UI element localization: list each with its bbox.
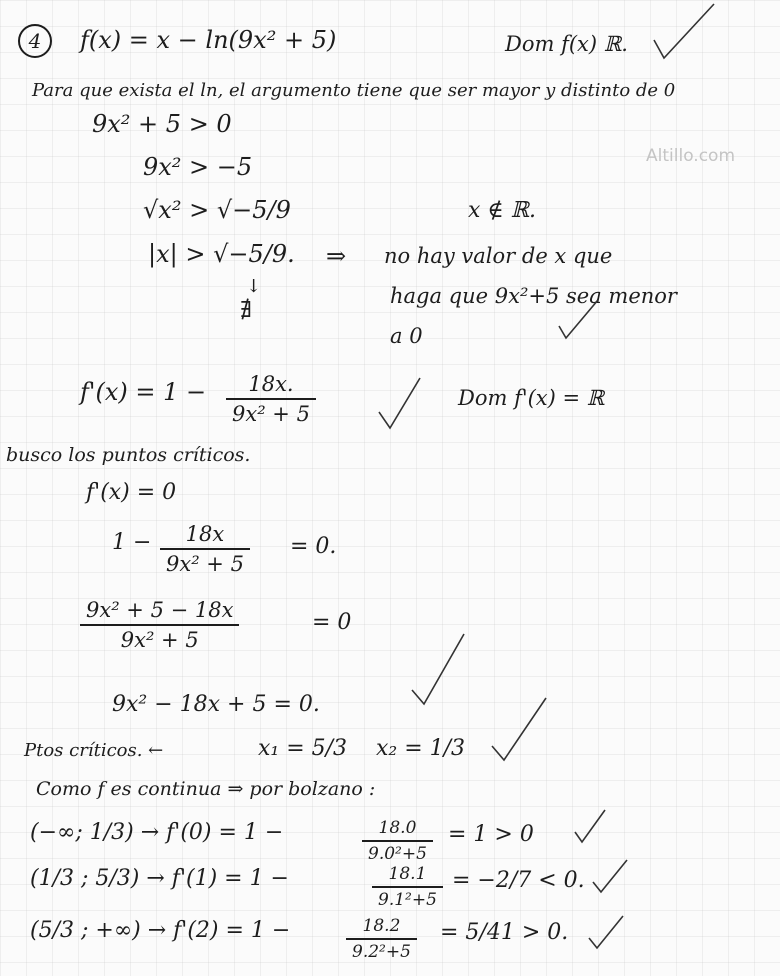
check-mark-icon: [586, 912, 626, 952]
interval-2-fraction: [372, 864, 443, 910]
interval-3-denominator: 9.2²+5: [346, 938, 417, 962]
derivative-lhs: f'(x) = 1 −: [80, 378, 207, 406]
equation-2-denominator: 9x² + 5: [160, 548, 250, 576]
check-mark-icon: [590, 856, 630, 896]
conclusion-arrow: ⇒: [326, 242, 347, 270]
derivative-fraction: [226, 372, 316, 426]
equation-1: f'(x) = 0: [86, 480, 177, 505]
interval-2-numerator: 18.1: [388, 864, 427, 884]
critical-point-x2: x₂ = 1/3: [376, 736, 466, 761]
watermark: Altillo.com: [646, 146, 736, 166]
check-mark-icon: [408, 628, 468, 708]
interval-1-fraction: [362, 818, 433, 864]
equation-3-rhs: = 0: [312, 610, 352, 635]
equation-3-numerator: 9x² + 5 − 18x: [86, 598, 234, 622]
interval-2: (1/3 ; 5/3) → f'(1) = 1 −: [30, 866, 289, 891]
equation-3-fraction: [80, 598, 239, 652]
explanation-line-1: no hay valor de x que: [384, 244, 613, 268]
down-arrow: ↓: [246, 276, 262, 297]
inequality-2: 9x² > −5: [143, 153, 253, 181]
derivative-numerator: 18x.: [248, 372, 294, 396]
critical-points-heading: busco los puntos críticos.: [6, 444, 251, 466]
inequality-4: |x| > √−5/9.: [148, 240, 295, 268]
critical-point-x1: x₁ = 5/3: [258, 736, 348, 761]
check-mark-icon: [376, 372, 424, 432]
bolzano-text: Como f es continua ⇒ por bolzano :: [36, 778, 376, 800]
interval-1-result: = 1 > 0: [448, 822, 534, 847]
check-mark-icon: [650, 0, 720, 64]
equation-2-rhs: = 0.: [290, 534, 337, 559]
inequality-1: 9x² + 5 > 0: [92, 110, 232, 138]
interval-2-result: = −2/7 < 0.: [452, 868, 585, 893]
function-definition: f(x) = x − ln(9x² + 5): [80, 26, 337, 54]
interval-2-denominator: 9.1²+5: [372, 886, 443, 910]
interval-3: (5/3 ; +∞) → f'(2) = 1 −: [30, 918, 291, 943]
problem-number: 4: [18, 24, 52, 58]
equation-2-numerator: 18x: [185, 522, 225, 546]
interval-1: (−∞; 1/3) → f'(0) = 1 −: [30, 820, 284, 845]
derivative-denominator: 9x² + 5: [226, 398, 316, 426]
equation-2-lhs: 1 −: [112, 530, 152, 555]
explanation-line-3: a 0: [390, 324, 423, 348]
equation-3-denominator: 9x² + 5: [80, 624, 239, 652]
critical-points-label: Ptos críticos. ←: [24, 740, 164, 761]
explanation-line-2: haga que 9x²+5 sea menor: [390, 284, 677, 308]
check-mark-icon: [556, 296, 602, 342]
condition-text: Para que exista el ln, el argumento tiene que ser mayor y distinto de 0: [32, 80, 676, 101]
interval-1-denominator: 9.0²+5: [362, 840, 433, 864]
domain-f: Dom f(x) ℝ.: [505, 32, 628, 56]
equation-4: 9x² − 18x + 5 = 0.: [112, 692, 320, 717]
interval-1-numerator: 18.0: [378, 818, 417, 838]
interval-3-numerator: 18.2: [362, 916, 401, 936]
not-exists-symbol: ∄: [240, 298, 252, 323]
domain-fprime: Dom f'(x) = ℝ: [458, 386, 605, 410]
interval-3-result: = 5/41 > 0.: [440, 920, 569, 945]
x-not-in-r: x ∉ ℝ.: [468, 198, 536, 223]
check-mark-icon: [488, 694, 550, 764]
interval-3-fraction: [346, 916, 417, 962]
equation-2-fraction: [160, 522, 250, 576]
check-mark-icon: [572, 806, 608, 846]
inequality-3: √x² > √−5/9: [143, 196, 291, 224]
